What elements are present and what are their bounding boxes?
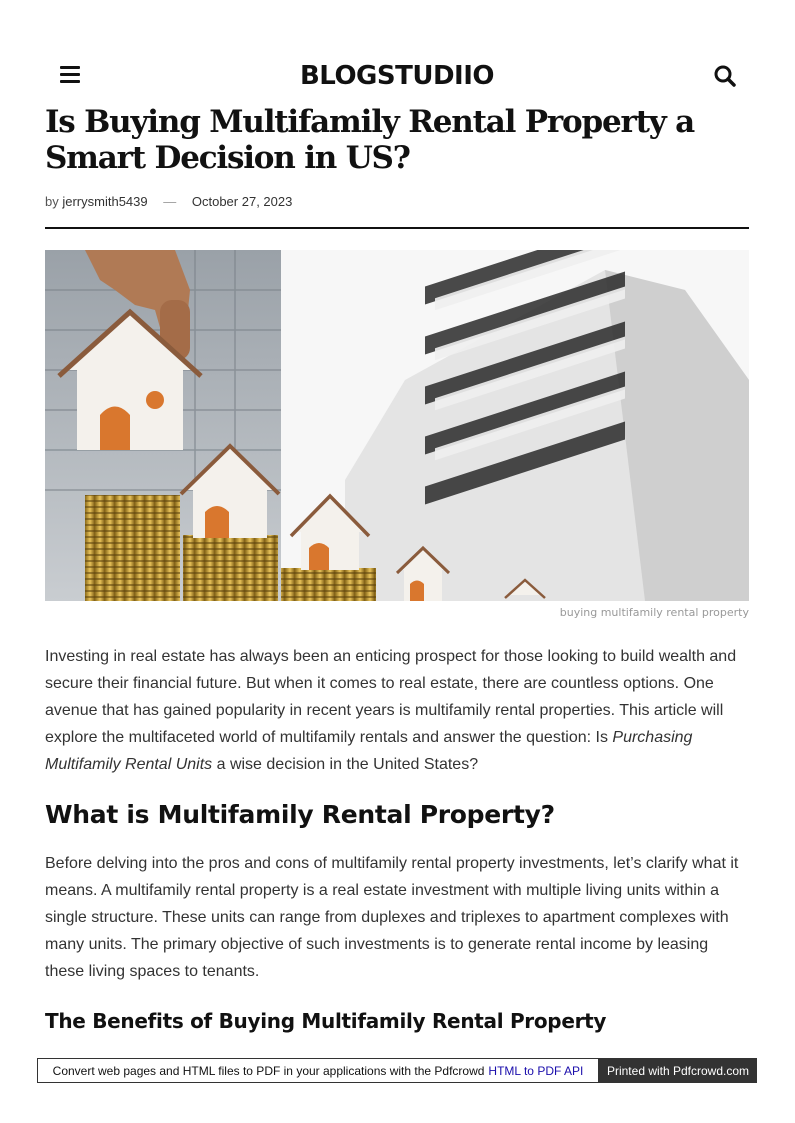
publish-date: October 27, 2023 [191, 194, 293, 209]
article-title: Is Buying Multifamily Rental Property a Smart Decision in US? [45, 104, 695, 176]
pdfcrowd-message-text: Convert web pages and HTML files to PDF in your applications with the Pdfcrowd [52, 1063, 485, 1078]
pdfcrowd-message [37, 1058, 599, 1083]
pdfcrowd-banner [37, 1058, 757, 1083]
section-heading-what: What is Multifamily Rental Property? [45, 800, 555, 829]
pdfcrowd-api-link[interactable]: HTML to PDF API [488, 1063, 584, 1078]
title-divider [45, 227, 749, 229]
site-logo[interactable]: BLOGSTUDIIO [299, 61, 494, 91]
intro-emphasis: Purchasing Multifamily Rental Units [45, 729, 693, 773]
meta-separator: — [163, 194, 177, 209]
hero-image [45, 250, 749, 601]
site-header [45, 58, 749, 94]
author-link[interactable]: jerrysmith5439 [62, 194, 148, 209]
image-caption: buying multifamily rental property [559, 606, 749, 619]
search-icon[interactable] [713, 64, 737, 88]
section-heading-benefits: The Benefits of Buying Multifamily Rental Property [45, 1009, 607, 1033]
intro-paragraph [45, 643, 749, 778]
article-meta [45, 194, 292, 209]
pdfcrowd-printed-label[interactable]: Printed with Pdfcrowd.com [599, 1058, 757, 1083]
intro-text-end: a wise decision in the United States? [212, 756, 479, 773]
intro-text: Investing in real estate has always been an enticing prospect for those looking to build wealth and secure their financial future. But when it comes to real estate, there are countless options. One avenue that has gained popularity in recent years is multifamily rental properties. This article will explore the multifaceted world of multifamily rentals and answer the question: Is [45, 648, 737, 746]
section-paragraph-what: Before delving into the pros and cons of multifamily rental property investments, let’s clarify what it means. A multifamily rental property is a real estate investment with multiple living units within a single structure. These units can range from duplexes and triplexes to apartment complexes with many units. The primary objective of such investments is to generate rental income by leasing these living spaces to tenants. [45, 855, 739, 980]
by-label: by [45, 194, 59, 209]
